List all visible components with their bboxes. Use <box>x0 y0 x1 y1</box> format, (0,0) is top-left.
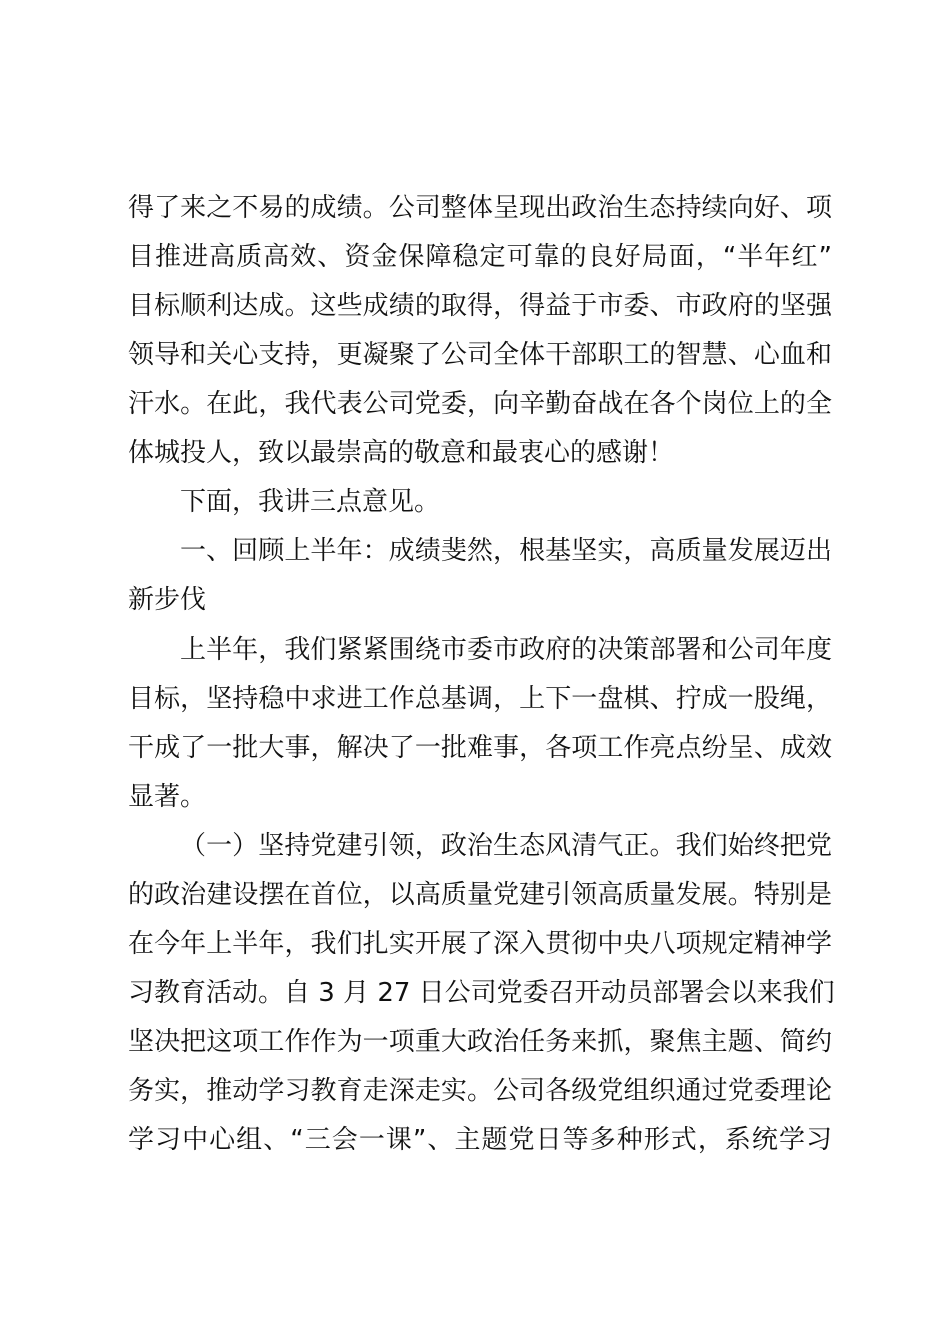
text-line: 务实，推动学习教育走深走实。公司各级党组织通过党委理论 <box>128 1076 832 1106</box>
text-line: 目标，坚持稳中求进工作总基调，上下一盘棋、拧成一股绳， <box>128 684 832 714</box>
text-line: 习教育活动。自 3 月 27 日公司党委召开动员部署会以来我们 <box>128 978 835 1008</box>
text-line: 上半年，我们紧紧围绕市委市政府的决策部署和公司年度 <box>180 635 832 665</box>
text-line: 体城投人，致以最崇高的敬意和最衷心的感谢！ <box>128 438 675 468</box>
text-line: 得了来之不易的成绩。公司整体呈现出政治生态持续向好、项 <box>128 193 832 223</box>
section-heading: 新步伐 <box>128 585 207 615</box>
text-line: 的政治建设摆在首位，以高质量党建引领高质量发展。特别是 <box>128 880 832 910</box>
text-line: 目推进高质高效、资金保障稳定可靠的良好局面，“半年红” <box>128 242 832 272</box>
text-line: 下面，我讲三点意见。 <box>180 487 441 517</box>
text-line: 学习中心组、“三会一课”、主题党日等多种形式，系统学习 <box>128 1125 832 1155</box>
text-line: 坚决把这项工作作为一项重大政治任务来抓，聚焦主题、简约 <box>128 1027 832 1057</box>
text-line: 显著。 <box>128 782 207 812</box>
text-line: 干成了一批大事，解决了一批难事，各项工作亮点纷呈、成效 <box>128 733 832 763</box>
text-line: （一）坚持党建引领，政治生态风清气正。我们始终把党 <box>180 831 832 861</box>
text-line: 领导和关心支持，更凝聚了公司全体干部职工的智慧、心血和 <box>128 340 832 370</box>
section-heading: 一、回顾上半年：成绩斐然，根基坚实，高质量发展迈出 <box>180 536 832 566</box>
text-line: 汗水。在此，我代表公司党委，向辛勤奋战在各个岗位上的全 <box>128 389 832 419</box>
text-line: 目标顺利达成。这些成绩的取得，得益于市委、市政府的坚强 <box>128 291 832 321</box>
text-line: 在今年上半年，我们扎实开展了深入贯彻中央八项规定精神学 <box>128 929 832 959</box>
